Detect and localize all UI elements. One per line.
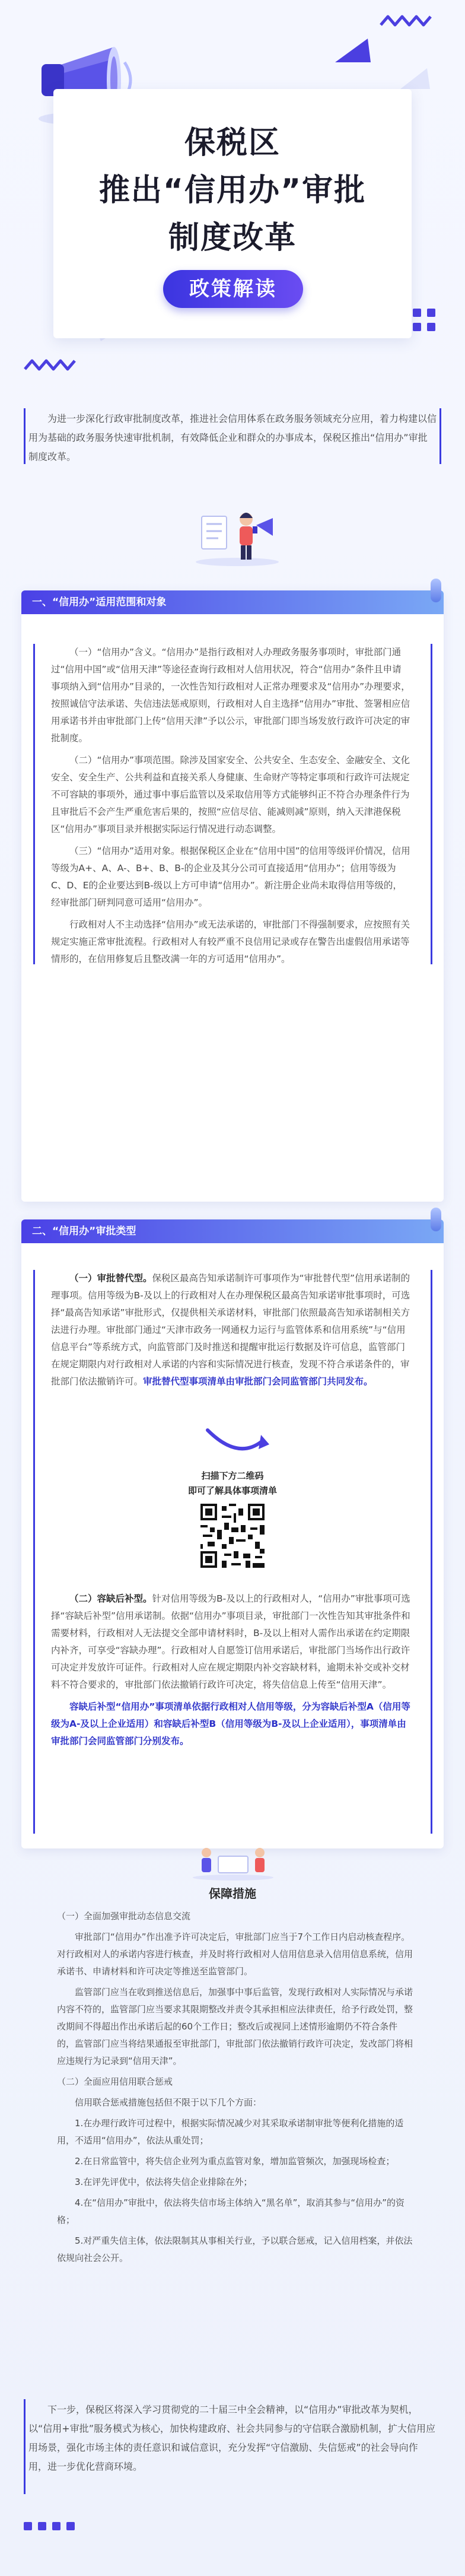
measures-title: 保障措施	[209, 1886, 256, 1901]
title-line-2: 推出“信用办”审批	[98, 173, 367, 208]
pin-decoration	[431, 1208, 441, 1231]
section-right-bar	[431, 1270, 432, 1834]
measures-list-item: 2.在日常监管中，将失信企业列为重点监管对象，增加监管频次，加强现场检查；	[75, 2156, 395, 2167]
intro-left-bar	[24, 408, 26, 464]
team-illustration	[189, 1840, 278, 1881]
type-a-paragraph	[51, 1270, 410, 1390]
triangle-decoration-icon	[397, 65, 433, 92]
section-left-bar	[33, 644, 35, 964]
measures-subheading: （一）全面加强审批动态信息交流	[57, 1911, 191, 1921]
type-a-bold: 审批替代型事项清单由审批部门会同监管部门共同发布。	[143, 1376, 373, 1387]
zigzag-decoration-icon	[380, 12, 433, 30]
pin-decoration	[431, 579, 441, 602]
measures-list-item: 4.在“信用办”审批中，依法将失信市场主体纳入“黑名单”，取消其参与“信用办”的资格；	[57, 2197, 405, 2225]
section-left-bar	[33, 1270, 35, 1834]
section-right-bar	[431, 644, 432, 964]
scope-paragraph: （三）“信用办”适用对象。根据保税区企业在“信用中国”的信用等级评价情况，信用等级为A+、A、A-、B+、B、B-的企业及其分公司可直接适用“信用办”；信用等级为C、D、E的企业要达到B-级以上方可申请“信用办”。新注册企业尚未取得信用等级的，经审批部门研判同意可适用“信用办”。	[51, 846, 410, 908]
measures-paragraph: 信用联合惩戒措施包括但不限于以下几个方面：	[75, 2097, 262, 2108]
type-a-lead: （一）审批替代型。	[69, 1273, 152, 1284]
triangle-decoration-icon	[332, 36, 374, 65]
measures-subheading: （二）全面应用信用联合惩戒	[57, 2076, 173, 2087]
dot-grid-decoration	[24, 2522, 75, 2530]
measures-content	[57, 1908, 415, 2270]
presenter-illustration	[190, 501, 285, 567]
type-b-paragraph	[51, 1590, 410, 1694]
closing-left-bar	[24, 2399, 26, 2494]
zigzag-decoration-icon	[24, 356, 77, 374]
measures-list-item: 3.在评先评优中，依法将失信企业排除在外；	[75, 2177, 253, 2187]
scope-paragraph: （二）“信用办”事项范围。除涉及国家安全、公共安全、生态安全、金融安全、文化安全、安全生产、公共利益和直接关系人身健康、生命财产等特定事项和行政许可法规定不可容缺的事项外，通过事中事后监管以及采取信用等方式能够纠正不符合办理条件行为且审批后不会产生严重危害后果的，按照“应信尽信、能减则减”原则，纳入天津港保税区“信用办”事项目录并根据实际运行情况进行动态调整。	[51, 755, 410, 834]
scope-content	[51, 644, 410, 973]
measures-paragraph: 监管部门应当在收到推送信息后，加强事中事后监管，发现行政相对人实际情况与承诺内容不符的，监管部门应当要求其限期整改并责令其承担相应法律责任，给予行政处罚，整改期间不得超出作出承诺后起的60个工作日；整改后或视同上述情形逾期仍不符合条件的，监管部门应当将结果通报至审批部门，审批部门依法撤销行政许可决定，发改部门将相应违规行为记录到“信用天津”。	[57, 1987, 413, 2066]
qr-caption-line-1: 扫描下方二维码	[201, 1470, 264, 1481]
scope-paragraph: （一）“信用办”含义。“信用办”是指行政相对人办理政务服务事项时，审批部门通过“信用中国”或“信用天津”等途径查询行政相对人信用状况，符合“信用办”条件且申请事项纳入到“信用办”目录的，一次性告知行政相对人正常办理要求及“信用办”办理要求，按照诚信守法承诺、失信违法惩戒原则，行政相对人自主选择“信用办”审批、签署相应信用承诺书并由审批部门上传“信用天津”予以公示，审批部门即当场发放行政许可决定的审批制度。	[51, 647, 410, 744]
qr-code-image[interactable]	[198, 1501, 267, 1570]
policy-interpretation-badge: 政策解读	[163, 270, 303, 308]
section-header-types: 二、“信用办”审批类型	[21, 1219, 444, 1243]
type-b-text: 针对信用等级为B-及以上的行政相对人，“信用办”审批事项可选择“容缺后补型”信用承诺制。依据“信用办”事项目录，审批部门一次性告知其审批条件和需要材料，行政相对人无法提交全部申请材料时，B-及以上相对人需作出承诺在约定期限内补齐，可享受“容缺办理”。行政相对人自愿签订信用承诺后，审批部门当场作出行政许可决定并发放许可证件。行政相对人应在规定期限内补交容缺材料，逾期未补交或补交材料不符合要求的，审批部门依法撤销行政许可决定，将失信信息上传至“信用天津”。	[51, 1593, 410, 1690]
type-b-bold: 容缺后补型“信用办”事项清单依据行政相对人信用等级，分为容缺后补型A（信用等级为A-及以上企业适用）和容缺后补型B（信用等级为B-及以上企业适用），事项清单由审批部门会同监管部门分别发布。	[51, 1701, 410, 1746]
curved-arrow-icon	[202, 1424, 273, 1460]
type-b-lead: （二）容缺后补型。	[69, 1593, 152, 1604]
measures-list-item: 1.在办理行政许可过程中，根据实际情况减少对其采取承诺制审批等便利化措施的适用，不适用“信用办”，依法从重处罚；	[57, 2118, 404, 2146]
scope-paragraph: 行政相对人不主动选择“信用办”或无法承诺的，审批部门不得强制要求，应按照有关规定实施正常审批流程。行政相对人有较严重不良信用记录或存在警告出虚假信用承诺等情形的，在信用修复后且整改满一年的方可适用“信用办”。	[51, 919, 410, 964]
title-line-3: 制度改革	[168, 220, 297, 256]
type-a-text: 保税区最高告知承诺制许可事项作为“审批替代型”信用承诺制的理事项。信用等级为B-及以上的行政相对人在办理保税区最高告知承诺审批事项时，可选择“最高告知承诺”审批形式，仅提供相关承诺材料，审批部门依照最高告知承诺制相关方法进行办理。审批部门通过“天津市政务一网通权力运行与监管体系和信用系统”与“信用信息平台”等系统方式，向监管部门及时推送和提醒审批运行数据及许可信息，监管部门在规定期限内对行政相对人承诺的内容和实际情况进行核查，发现不符合承诺条件的，审批部门依法撤销许可。	[51, 1273, 410, 1387]
measures-list-item: 5.对严重失信主体，依法限制其从事相关行业，予以联合惩戒，记入信用档案，并依法依规向社会公开。	[57, 2235, 413, 2263]
closing-paragraph: 下一步，保税区将深入学习贯彻党的二十届三中全会精神，以“信用办”审批改革为契机，以“信用+审批”服务模式为核心，加快构建政府、社会共同参与的守信联合激励机制，扩大信用应用场景，强化市场主体的责任意识和诚信意识，充分发挥“守信激励、失信惩戒”的社会导向作用，进一步优化营商环境。	[28, 2404, 435, 2472]
intro-paragraph: 为进一步深化行政审批制度改革，推进社会信用体系在政务服务领域充分应用，着力构建以信用为基础的政务服务快速审批机制，有效降低企业和群众的办事成本，保税区推出“信用办”审批制度改革。	[28, 413, 437, 462]
intro-right-bar	[439, 408, 441, 464]
title-line-1: 保税区	[184, 125, 281, 161]
types-content-b	[51, 1590, 410, 1755]
qr-caption-line-2: 即可了解具体事项清单	[187, 1485, 277, 1496]
types-content-a	[51, 1270, 410, 1395]
measures-paragraph: 审批部门“信用办”作出准予许可决定后，审批部门应当于7个工作日内启动核查程序。对行政相对人的承诺内容进行核查，并及时将行政相对人信用信息录入信用信息系统，信用承诺书、申请材料和许可决定等推送至监管部门。	[57, 1932, 413, 1977]
section-header-scope: 一、“信用办”适用范围和对象	[21, 590, 444, 614]
